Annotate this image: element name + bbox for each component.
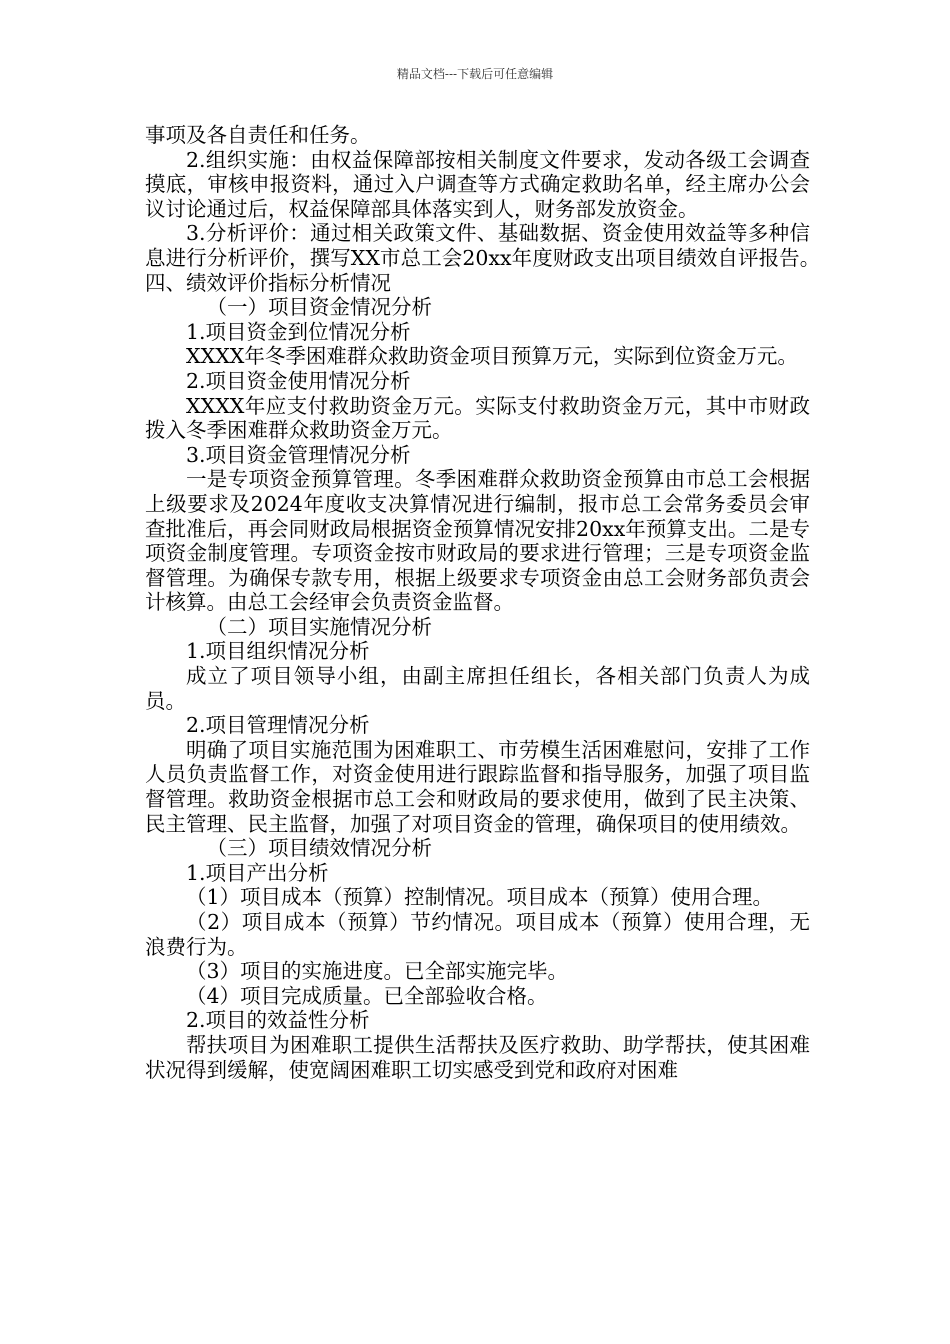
page-header: 精品文档---下载后可任意编辑 xyxy=(396,67,554,81)
paragraph: 事项及各自责任和任务。 xyxy=(145,123,371,147)
paragraph: 3.分析评价：通过相关政策文件、基础数据、资金使用效益等多种信息进行分析评价，撰写XX市总工会20xx年度财政支出项目绩效自评报告。 四、绩效评价指标分析情况 xyxy=(145,221,851,295)
section-heading: （一）项目资金情况分析 xyxy=(206,295,432,320)
paragraph: 2.组织实施：由权益保障部按相关制度文件要求，发动各级工会调查摸底，审核申报资料，通过入户调查等方式确定救助名单，经主席办公会议讨论通过后，权益保障部具体落实到人，财务部发放资金。 xyxy=(145,147,810,221)
paragraph: 明确了项目实施范围为困难职工、市劳模生活困难慰问，安排了工作人员负责监督工作，对资金使用进行跟踪监督和指导服务，加强了项目监督管理。救助资金根据市总工会和财政局的要求使用，做到了民主决策、民主管理、民主监督，加强了对项目资金的管理，确保项目的使用绩效。 xyxy=(145,737,810,836)
list-item: （4）项目完成质量。已全部验收合格。 xyxy=(186,983,548,1008)
subsection-heading: 1.项目资金到位情况分析 xyxy=(186,319,411,344)
paragraph: 成立了项目领导小组，由副主席担任组长，各相关部门负责人为成员。 xyxy=(145,664,810,713)
paragraph: 帮扶项目为困难职工提供生活帮扶及医疗救助、助学帮扶，使其困难状况得到缓解，使宽阔困难职工切实感受到党和政府对困难 xyxy=(145,1032,810,1082)
list-item: （1）项目成本（预算）控制情况。项目成本（预算）使用合理。 xyxy=(186,885,774,910)
subsection-heading: 3.项目资金管理情况分析 xyxy=(186,442,411,467)
list-item: （3）项目的实施进度。已全部实施完毕。 xyxy=(186,959,569,984)
subsection-heading: 2.项目的效益性分析 xyxy=(186,1008,370,1033)
section-heading: （二）项目实施情况分析 xyxy=(206,614,432,639)
list-item: （2）项目成本（预算）节约情况。项目成本（预算）使用合理，无浪费行为。 xyxy=(145,910,810,959)
subsection-heading: 1.项目组织情况分析 xyxy=(186,639,370,664)
paragraph: XXXX年冬季困难群众救助资金项目预算万元，实际到位资金万元。 xyxy=(186,344,798,369)
document-body xyxy=(145,123,851,1082)
section-heading: （三）项目绩效情况分析 xyxy=(206,836,432,861)
subsection-heading: 2.项目资金使用情况分析 xyxy=(186,368,411,393)
paragraph: XXXX年应支付救助资金万元。实际支付救助资金万元，其中市财政拨入冬季困难群众救助资金万元。 xyxy=(145,393,810,443)
subsection-heading: 1.项目产出分析 xyxy=(186,860,329,885)
subsection-heading: 2.项目管理情况分析 xyxy=(186,713,370,738)
paragraph: 一是专项资金预算管理。冬季困难群众救助资金预算由市总工会根据上级要求及2024年度收支决算情况进行编制，报市总工会常务委员会审查批准后，再会同财政局根据资金预算情况安排20xx年预算支出。二是专项资金制度管理。专项资金按市财政局的要求进行管理；三是专项资金监督管理。为确保专款专用，根据上级要求专项资金由总工会财务部负责会计核算。由总工会经审会负责资金监督。 xyxy=(145,467,810,615)
